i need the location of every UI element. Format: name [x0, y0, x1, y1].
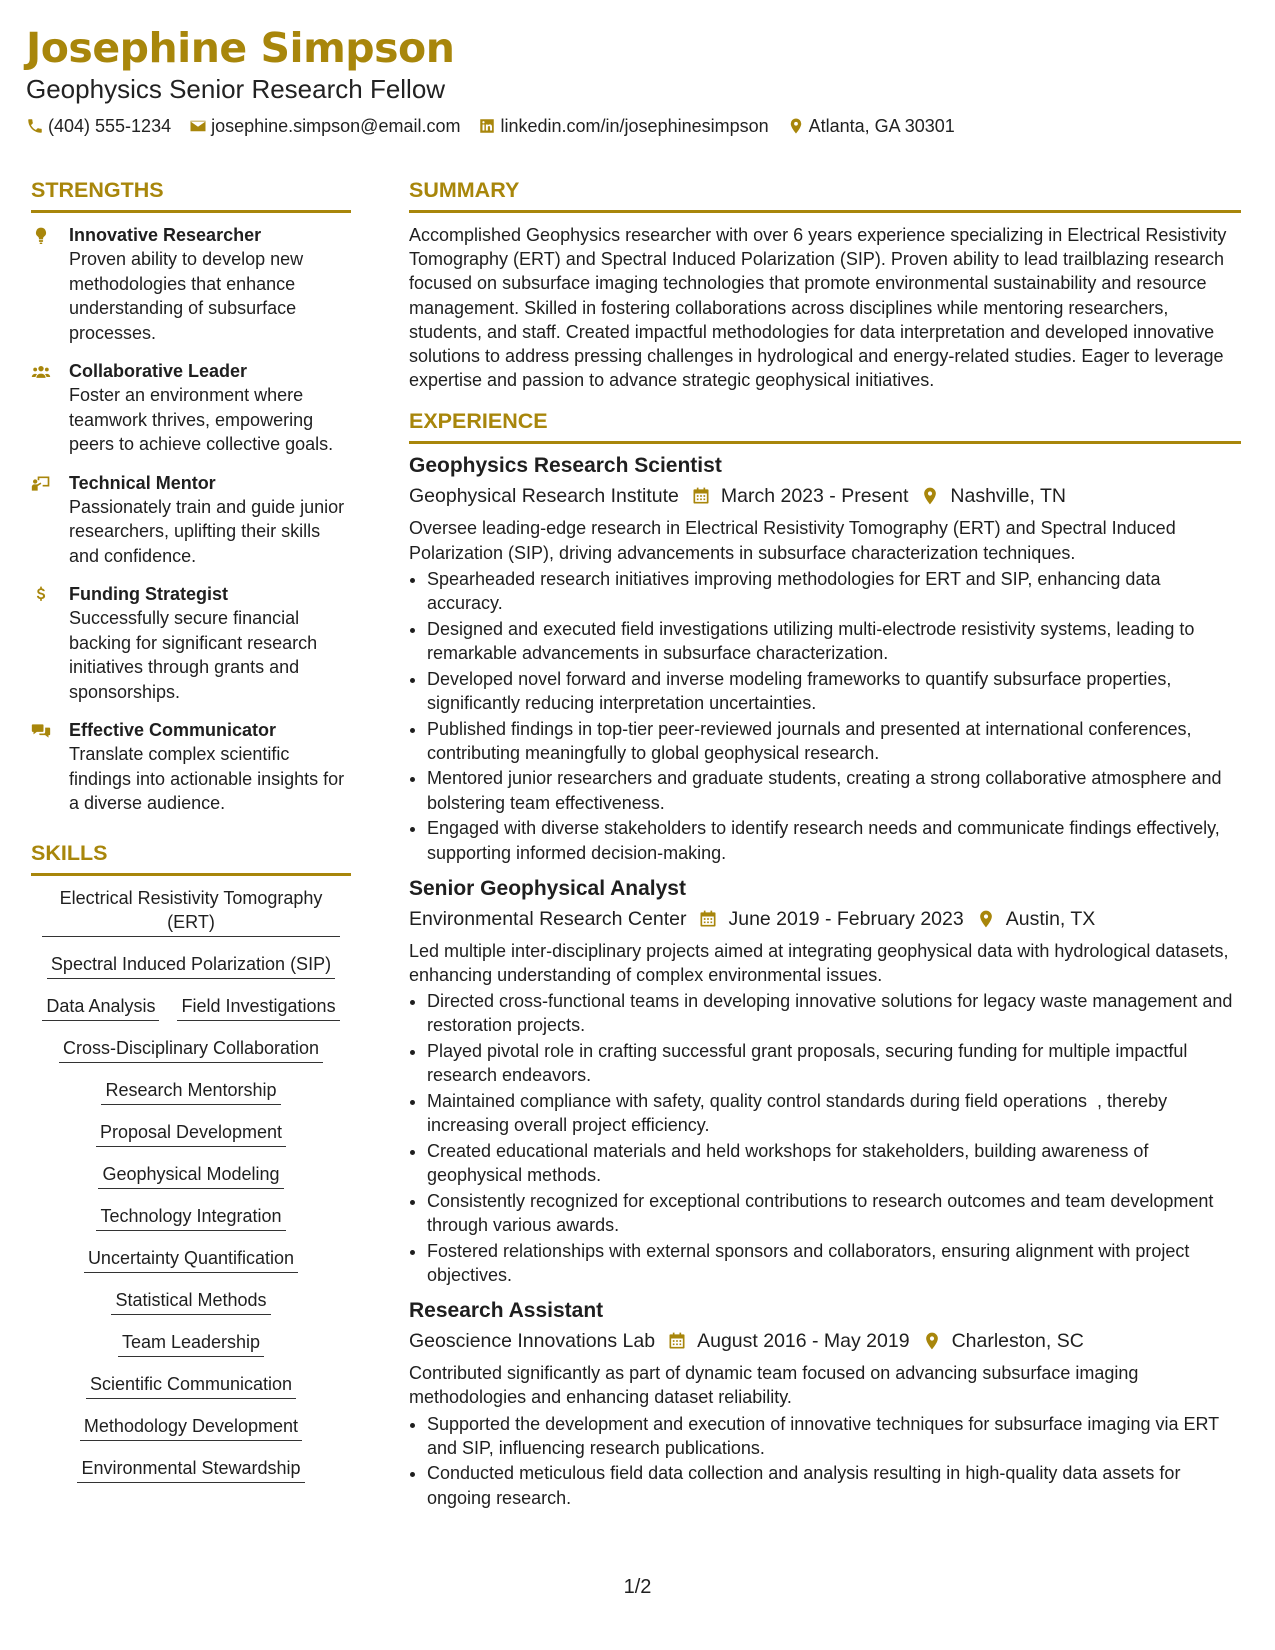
list-item: • Supported the development and execution of innovative techniques for subsurface imaging via ERT and SIP, influencing research publications. [427, 1412, 1241, 1460]
dollar-icon [31, 585, 51, 605]
skill-row [31, 1414, 351, 1441]
job-company: Environmental Research Center [409, 907, 687, 930]
skill-tag: Data Analysis [42, 994, 159, 1021]
list-item: • Played pivotal role in crafting successful grant proposals, securing funding for multiple impactful research endeavors. [427, 1039, 1241, 1087]
summary-text: Accomplished Geophysics researcher with over 6 years experience specializing in Electrical Resistivity Tomography (ERT) and Spectral Induced Polarization (SIP). Proven ability to lead trailblazing research focused on subsurface imaging technologies that promote environmental sustainability and resource management. Skilled in fostering collaborations across disciplines while mentoring researchers, students, and staff. Created impactful methodologies for data interpretation and developed innovative solutions to address pressing challenges in hydrological and energy-related studies. Eager to leverage expertise and passion to advance strategic geophysical initiatives. [409, 225, 1227, 391]
strength-title: Innovative Researcher [69, 225, 262, 245]
job-location: Charleston, SC [951, 1330, 1084, 1353]
skill-tag: Technology Integration [96, 1204, 285, 1231]
left-column [31, 175, 351, 1498]
strength-description: Proven ability to develop new methodologies that enhance understanding of subsurface processes. [69, 249, 304, 343]
list-item: • Maintained compliance with safety, quality control standards during field operations , thereby increasing overall project efficiency. [427, 1089, 1241, 1137]
experience-list [409, 452, 1241, 1509]
skill-tag: Methodology Development [80, 1414, 302, 1441]
skills-list [31, 886, 351, 1483]
skill-row [31, 1246, 351, 1273]
calendar-icon [698, 909, 718, 929]
strength-description: Passionately train and guide junior researchers, uplifting their skills and confidence. [69, 496, 345, 566]
list-item: • Fostered relationships with external sponsors and collaborators, ensuring alignment with project objectives. [427, 1239, 1241, 1287]
contact-location [787, 114, 955, 138]
experience-heading: EXPERIENCE [409, 406, 1241, 444]
job-title: Geophysics Research Scientist [409, 454, 722, 478]
strength-title: Collaborative Leader [69, 361, 248, 381]
strength-title: Effective Communicator [69, 720, 277, 740]
skill-tag: Geophysical Modeling [98, 1162, 283, 1189]
strength-description: Successfully secure financial backing for significant research initiatives through grants and sponsorships. [69, 608, 318, 702]
strength-item [31, 471, 351, 569]
skill-row [31, 1330, 351, 1357]
linkedin-icon [478, 117, 496, 135]
contact-info [26, 114, 1246, 138]
phone-text: (404) 555-1234 [48, 116, 172, 136]
strengths-heading: STRENGTHS [31, 175, 351, 213]
skill-tag: Team Leadership [118, 1330, 264, 1357]
list-item: • Published findings in top-tier peer-reviewed journals and presented at international conferences, contributing meaningfully to global geophysical research. [427, 717, 1241, 765]
skill-row [31, 886, 351, 937]
list-item: • Developed novel forward and inverse modeling frameworks to quantify subsurface properties, significantly reducing interpretation uncertainties. [427, 667, 1241, 715]
skill-tag: Cross-Disciplinary Collaboration [59, 1036, 323, 1063]
list-item: • Engaged with diverse stakeholders to identify research needs and communicate findings effectively, supporting informed decision-making. [427, 816, 1241, 864]
strength-description: Translate complex scientific findings into actionable insights for a diverse audience. [69, 744, 345, 813]
job-bullets [409, 1412, 1241, 1510]
map-marker-icon [922, 1331, 942, 1351]
skill-row [31, 1372, 351, 1399]
skill-tag: Scientific Communication [86, 1372, 296, 1399]
list-item: • Directed cross-functional teams in developing innovative solutions for legacy waste management and restoration projects. [427, 989, 1241, 1037]
experience-entry [409, 875, 1241, 1287]
experience-entry [409, 452, 1241, 864]
job-location: Nashville, TN [950, 485, 1066, 508]
map-marker-icon [787, 117, 805, 135]
phone-icon [26, 117, 44, 135]
skill-row [31, 1078, 351, 1105]
envelope-icon [189, 117, 207, 135]
users-icon [31, 362, 51, 382]
map-marker-icon [920, 486, 940, 506]
candidate-role: Geophysics Senior Research Fellow [26, 74, 446, 104]
skill-tag: Spectral Induced Polarization (SIP) [47, 952, 335, 979]
linkedin-text: linkedin.com/in/josephinesimpson [500, 116, 769, 136]
lightbulb-icon [31, 226, 51, 246]
strength-item [31, 223, 351, 345]
job-dates: June 2019 - February 2023 [728, 907, 964, 930]
contact-email[interactable] [189, 114, 460, 138]
job-dates: August 2016 - May 2019 [697, 1330, 910, 1353]
skill-row [31, 1288, 351, 1315]
candidate-name: Josephine Simpson [26, 24, 455, 72]
job-company: Geophysical Research Institute [409, 485, 679, 508]
page-number: 1/2 [623, 1576, 652, 1598]
job-description: Contributed significantly as part of dynamic team focused on advancing subsurface imaging methodologies and enhancing dataset reliability. [409, 1363, 1139, 1408]
skill-row [31, 952, 351, 979]
chalkboard-teacher-icon [31, 474, 51, 494]
summary-heading: SUMMARY [409, 175, 1241, 213]
email-text: josephine.simpson@email.com [211, 116, 461, 136]
skill-tag: Research Mentorship [101, 1078, 280, 1105]
skill-tag: Electrical Resistivity Tomography (ERT) [42, 886, 340, 937]
strength-item [31, 718, 351, 816]
calendar-icon [691, 486, 711, 506]
skill-tag: Field Investigations [177, 994, 339, 1021]
strength-title: Funding Strategist [69, 584, 228, 604]
job-description: Oversee leading-edge research in Electrical Resistivity Tomography (ERT) and Spectral Induced Polarization (SIP), driving advancements in subsurface characterization techniques. [409, 518, 1176, 563]
list-item: • Consistently recognized for exceptional contributions to research outcomes and team development through various awards. [427, 1189, 1241, 1237]
list-item: • Spearheaded research initiatives improving methodologies for ERT and SIP, enhancing data accuracy. [427, 567, 1241, 615]
strength-description: Foster an environment where teamwork thrives, empowering peers to achieve collective goals. [69, 385, 334, 454]
list-item: • Created educational materials and held workshops for stakeholders, building awareness of geophysical methods. [427, 1139, 1241, 1187]
skill-row [31, 1456, 351, 1483]
map-marker-icon [976, 909, 996, 929]
calendar-icon [667, 1331, 687, 1351]
contact-phone[interactable] [26, 114, 171, 138]
job-bullets [409, 567, 1241, 865]
job-meta [409, 1327, 1241, 1355]
skill-row [31, 1120, 351, 1147]
skill-tag: Statistical Methods [111, 1288, 270, 1315]
skills-heading: SKILLS [31, 838, 351, 876]
location-text: Atlanta, GA 30301 [808, 116, 955, 136]
skill-tag: Environmental Stewardship [77, 1456, 304, 1483]
skill-row [31, 1036, 351, 1063]
skill-row [31, 1162, 351, 1189]
contact-linkedin[interactable] [478, 114, 768, 138]
right-column [409, 175, 1241, 1522]
job-meta [409, 905, 1241, 933]
skill-row [31, 994, 351, 1021]
comments-icon [31, 721, 51, 741]
job-bullets [409, 989, 1241, 1287]
experience-entry [409, 1297, 1241, 1510]
strength-title: Technical Mentor [69, 472, 216, 493]
job-dates: March 2023 - Present [720, 485, 909, 508]
strength-item [31, 359, 351, 457]
job-title: Senior Geophysical Analyst [409, 876, 686, 900]
list-item: • Designed and executed field investigations utilizing multi-electrode resistivity systems, leading to remarkable advancements in subsurface characterization. [427, 617, 1241, 665]
list-item: • Mentored junior researchers and graduate students, creating a strong collaborative atmosphere and bolstering team effectiveness. [427, 766, 1241, 814]
strength-item [31, 582, 351, 704]
strengths-list [31, 223, 351, 816]
job-location: Austin, TX [1005, 907, 1096, 930]
list-item: • Conducted meticulous field data collection and analysis resulting in high-quality data assets for ongoing research. [427, 1461, 1241, 1509]
skill-tag: Uncertainty Quantification [84, 1246, 298, 1273]
job-company: Geoscience Innovations Lab [409, 1330, 656, 1353]
resume-header [26, 22, 1246, 138]
job-meta [409, 482, 1241, 510]
job-description: Led multiple inter-disciplinary projects aimed at integrating geophysical data with hydrological datasets, enhancing understanding of complex environmental issues. [409, 940, 1229, 985]
job-title: Research Assistant [409, 1299, 604, 1323]
skill-row [31, 1204, 351, 1231]
skill-tag: Proposal Development [96, 1120, 286, 1147]
